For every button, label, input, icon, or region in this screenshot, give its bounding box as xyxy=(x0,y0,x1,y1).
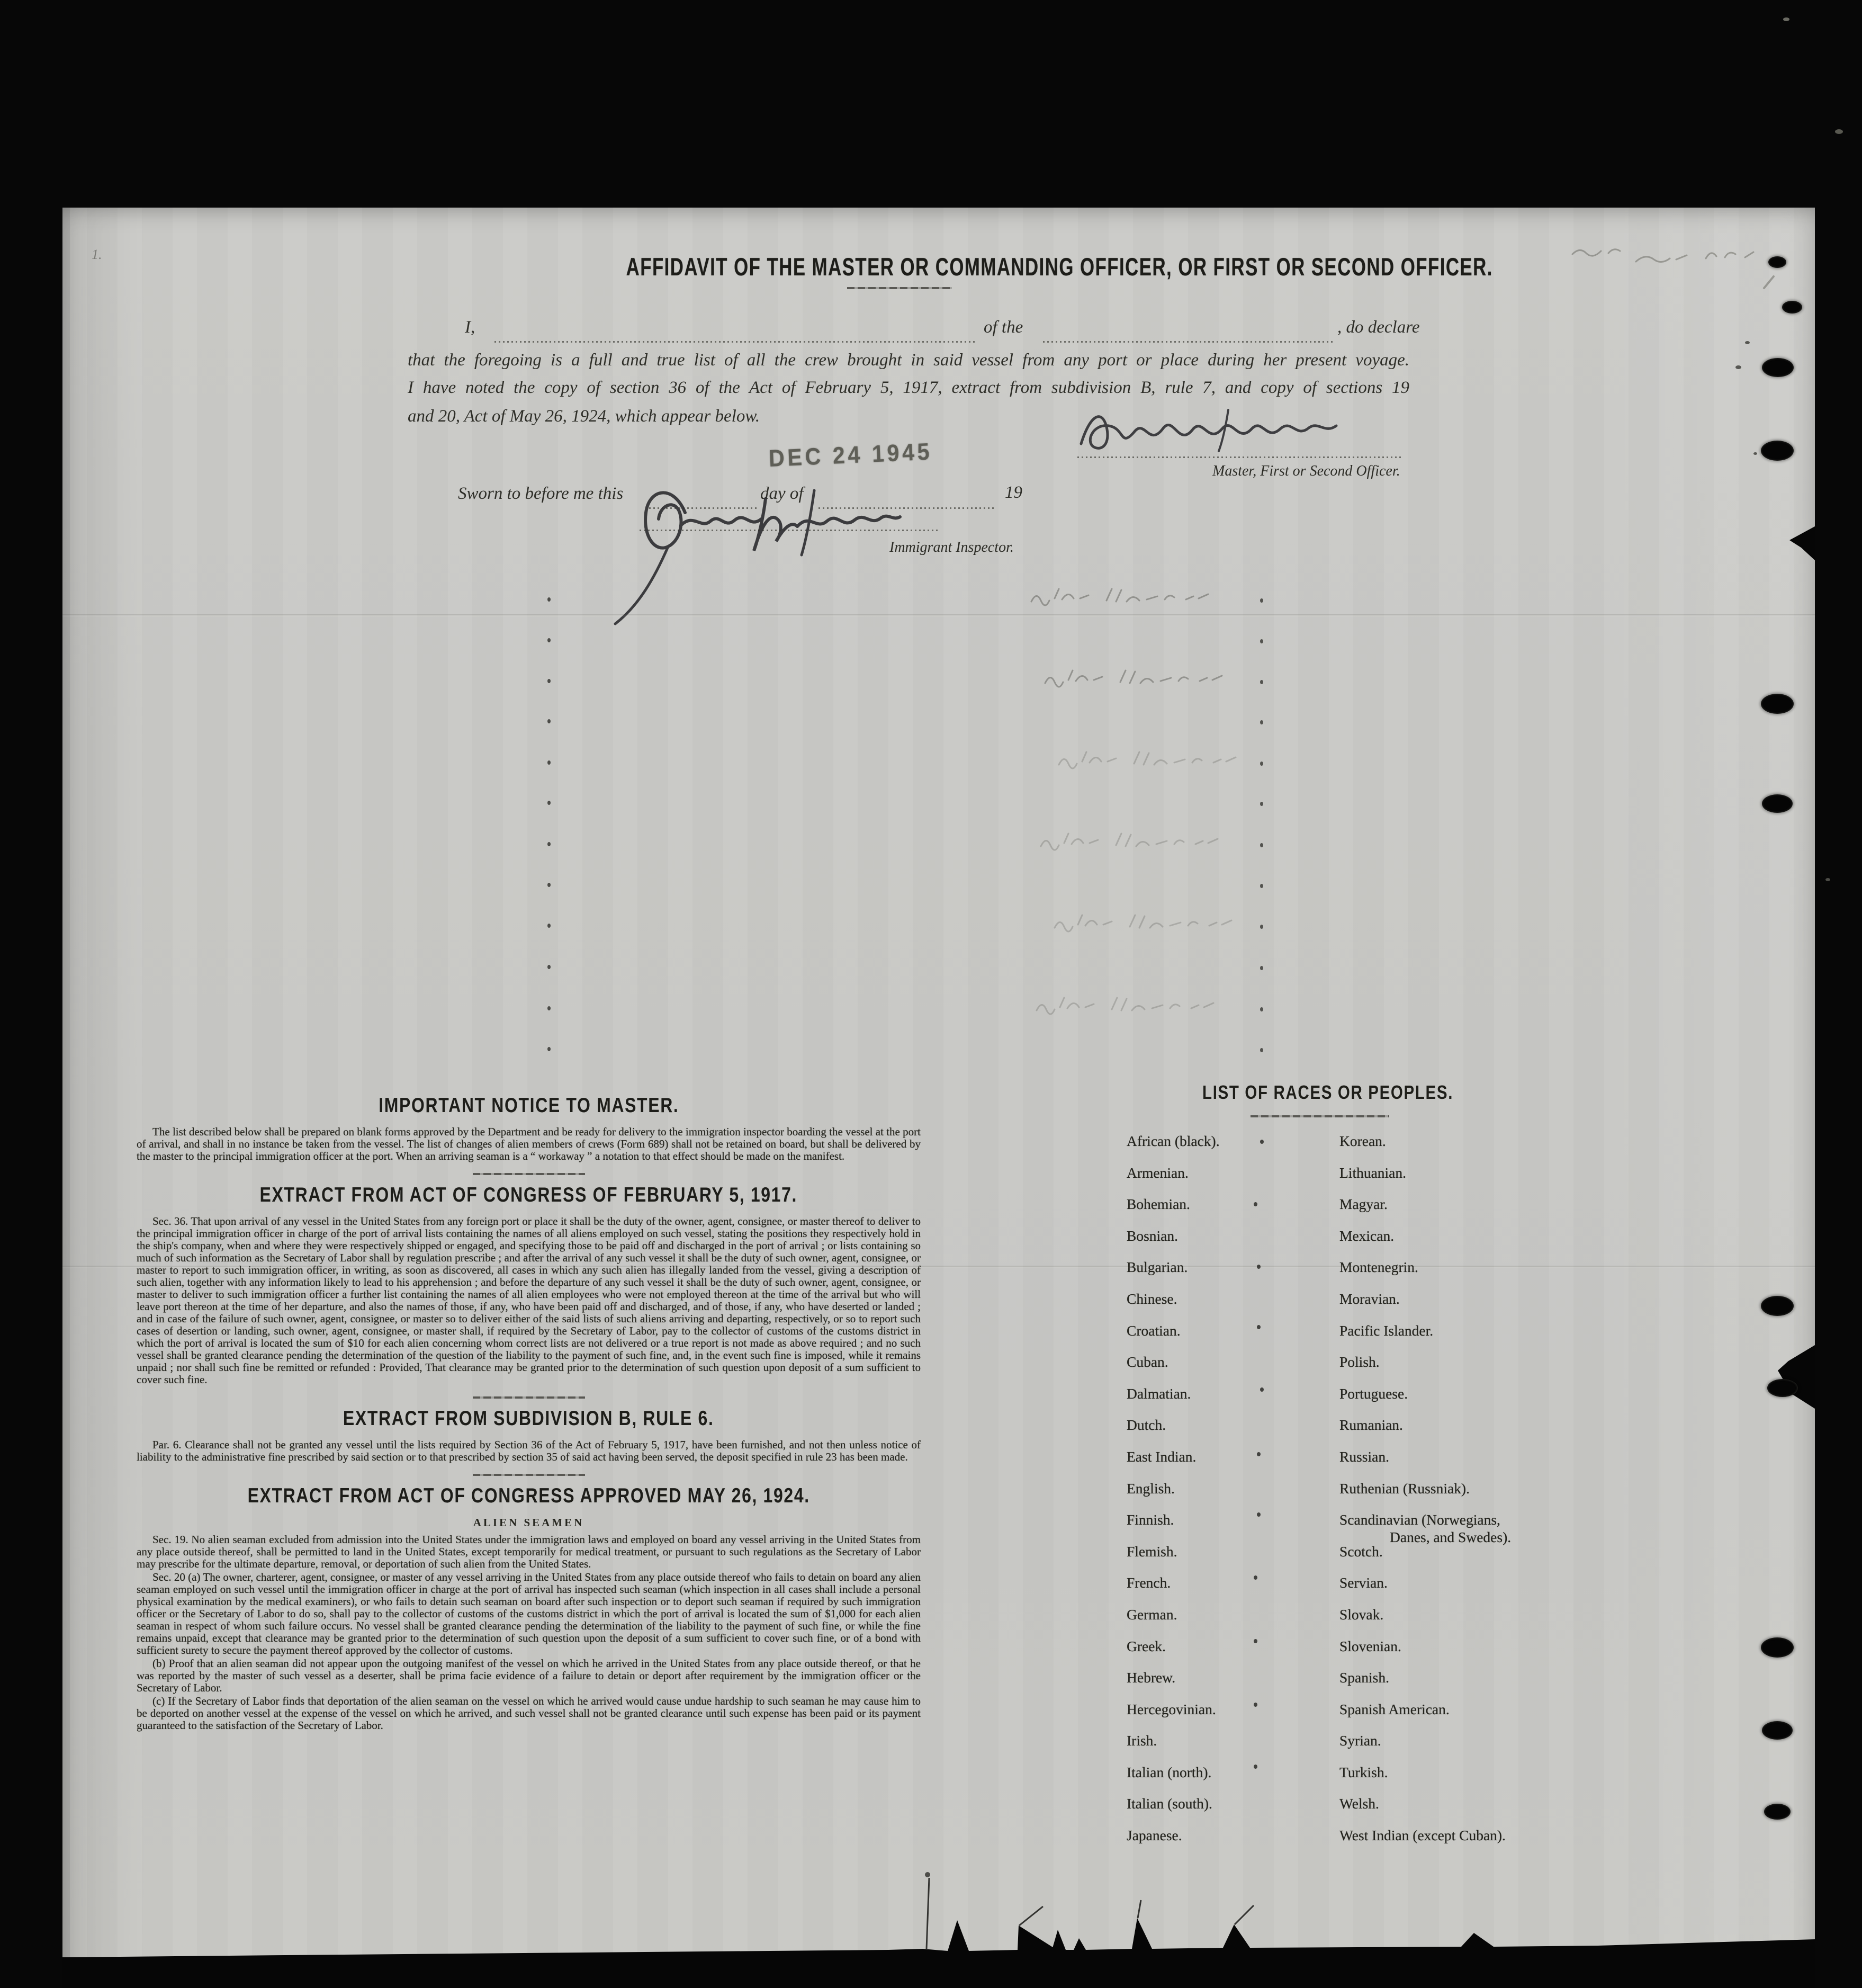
legal-paragraph: Sec. 20 (a) The owner, charterer, agent, consignee, or master of any vessel arriving in the United States from any place outside thereof who fails to detain on board any alien seaman employed on such vessel until the immigration officer in charge at the port of arrival has inspected such seaman (which inspection in all cases shall include a personal physical examination by the medical examiners), or who fails to detain such seaman on board after such inspection or to deport such seaman if required by such immigration officer or the Secretary of Labor to do so, shall pay to the collector of customs of the customs district in which the port of arrival is located the sum of $1,000 for each alien seaman in respect of whom such failure occurs. No vessel shall be granted clearance pending the determination of the liability to the payment of such fine, or while the fine remains unpaid, except that clearance may be granted prior to the determination of such question upon the deposit of a sum sufficient to cover such fine, or of a bond with sufficient surety to secure the payment thereof approved by the collector of customs. xyxy=(137,1571,921,1656)
punch-hole xyxy=(1761,1296,1794,1316)
race-item-right: Scandinavian (Norwegians, Danes, and Swedes). xyxy=(1339,1511,1661,1543)
race-item-left: Bosnian. xyxy=(1127,1227,1179,1244)
ghost-dot xyxy=(1257,1452,1261,1456)
race-item-right-wrap: Danes, and Swedes). xyxy=(1390,1529,1512,1546)
affidavit-line3: I have noted the copy of section 36 of the Act of February 5, 1917, extract from subdivision B, rule 7, and copy of sections 19 xyxy=(408,378,1409,397)
ghost-dot xyxy=(547,1047,551,1051)
ghost-dot xyxy=(1260,843,1263,847)
section-subheading: ALIEN SEAMEN xyxy=(473,1516,584,1529)
race-item-left: Dutch. xyxy=(1127,1417,1166,1434)
section-heading: IMPORTANT NOTICE TO MASTER. xyxy=(378,1094,679,1117)
scanned-form-page xyxy=(62,208,1815,1988)
race-item-left: Flemish. xyxy=(1127,1543,1177,1560)
race-item-right: Slovenian. xyxy=(1339,1637,1401,1654)
section-heading: EXTRACT FROM ACT OF CONGRESS OF FEBRUARY 5, 1917. xyxy=(259,1184,798,1206)
scan-speck xyxy=(1783,17,1789,21)
race-item-right: Portuguese. xyxy=(1339,1385,1408,1402)
ghost-writing xyxy=(1050,912,1241,936)
legal-extracts-column xyxy=(137,1091,921,1733)
ghost-dot xyxy=(1254,1639,1257,1643)
race-item-left: Croatian. xyxy=(1127,1322,1181,1339)
ghost-writing xyxy=(1027,586,1218,610)
punch-hole xyxy=(1768,256,1786,268)
affidavit-of-the: of the xyxy=(984,318,1023,337)
ghost-dot xyxy=(547,883,551,887)
section-divider xyxy=(473,1396,585,1399)
ghost-dot xyxy=(1254,1575,1257,1580)
ghost-dot xyxy=(1260,639,1263,643)
race-item-right: Rumanian. xyxy=(1339,1417,1403,1434)
ghost-dot xyxy=(547,679,551,683)
ghost-dot xyxy=(1260,802,1263,806)
legal-paragraph: Sec. 36. That upon arrival of any vessel in the United States from any foreign port or place it shall be the duty of the owner, agent, consignee, or master thereof to deliver to the principal immigration officer in charge of the port of arrival lists containing the names of all aliens employed on such vessel, stating the positions they respectively hold in the ship's company, when and where they were respectively shipped or engaged, and specifying those to be paid off and discharged in the port of arrival ; or lists containing so much of such information as the Secretary of Labor shall by regulation prescribe ; and after the arrival of any such vessel it shall be the duty of such owner, agent, consignee, or master to report to such immigration officer, in writing, as soon as discovered, all cases in which any such alien has illegally landed from the vessel, giving a description of such alien, together with any information likely to lead to his apprehension ; and before the departure of any such vessel it shall be the duty of such owner, agent, consignee, or master to deliver to such immigration officer a further list containing the names of all alien employees who were not employed thereon at the time of the arrival but who will leave port thereon at the time of her departure, and also the names of those, if any, who have been paid off and discharged, and of those, if any, who have deserted or landed ; and in case of the failure of such owner, agent, consignee, or master so to deliver either of the said lists of such aliens arriving and departing, respectively, or so to report such cases of desertion or landing, such owner, agent, consignee, or master shall, if required by the Secretary of Labor, pay to the collector of customs of the customs district in which the port of arrival is located the sum of $10 for each alien concerning whom correct lists are not delivered or a true report is not made as above required ; and no such vessel shall be granted clearance pending the determination of the question of the liability to the payment of such fine, and, in the event such fine is imposed, while it remains unpaid ; nor shall such fine be remitted or refunded : Provided, That clearance may be granted prior to the determination of such question upon deposit of a sum sufficient to cover such fine. xyxy=(137,1215,921,1386)
race-item-left: English. xyxy=(1127,1480,1175,1497)
race-item-left: Italian (south). xyxy=(1127,1795,1212,1812)
race-item-right: West Indian (except Cuban). xyxy=(1339,1827,1506,1844)
edge-notch xyxy=(1783,526,1815,560)
race-item-left: Chinese. xyxy=(1127,1290,1177,1307)
race-item-right: Spanish. xyxy=(1339,1669,1389,1686)
race-item-right: Slovak. xyxy=(1339,1606,1384,1623)
master-signature xyxy=(1069,402,1408,455)
ghost-dot xyxy=(1257,1325,1261,1329)
paper-crease xyxy=(62,614,1815,615)
vessel-blank-line xyxy=(1043,341,1333,343)
legal-paragraph: (b) Proof that an alien seaman did not appear upon the outgoing manifest of the vessel on which he arrived in the United States from any place outside thereof, or that he was reported by the master of such vessel as a deserter, shall be prima facie evidence of a failure to detain or deport after requirement by the immigration officer or the Secretary of Labor. xyxy=(137,1657,921,1694)
section-heading: EXTRACT FROM SUBDIVISION B, RULE 6. xyxy=(343,1407,714,1430)
ghost-writing xyxy=(1037,830,1227,855)
form-title xyxy=(474,252,1493,281)
races-list xyxy=(1127,1081,1661,1858)
affidavit-do-declare: , do declare xyxy=(1337,318,1420,337)
race-item-left: Dalmatian. xyxy=(1127,1385,1191,1402)
affidavit-line4: and 20, Act of May 26, 1924, which appear below. xyxy=(408,407,760,426)
punch-hole xyxy=(1762,794,1793,813)
legal-paragraph: Sec. 19. No alien seaman excluded from admission into the United States under the immigration laws and employed on board any vessel arriving in the United States from any place outside thereof, shall be permitted to land in the United States, except temporarily for medical treatment, or pursuant to such regulations as the Secretary of Labor may prescribe for the ultimate departure, removal, or deportation of such alien from the United States. xyxy=(137,1533,921,1570)
scan-speck xyxy=(1745,341,1750,344)
ghost-dot xyxy=(1260,762,1263,766)
race-item-right: Pacific Islander. xyxy=(1339,1322,1434,1339)
race-item-left: Greek. xyxy=(1127,1637,1166,1654)
form-title-text: AFFIDAVIT OF THE MASTER OR COMMANDING OFFICER, OR FIRST OR SECOND OFFICER. xyxy=(626,253,1493,281)
master-signature-label: Master, First or Second Officer. xyxy=(1212,463,1400,479)
races-heading xyxy=(1127,1081,1529,1104)
ghost-dot xyxy=(1257,1512,1261,1517)
ghost-writing xyxy=(1055,749,1245,773)
ghost-dot xyxy=(1260,1140,1264,1144)
race-item-right: Magyar. xyxy=(1339,1196,1388,1213)
inspector-signature-line xyxy=(640,530,939,531)
race-item-right: Montenegrin. xyxy=(1339,1259,1418,1276)
race-item-left: East Indian. xyxy=(1127,1448,1197,1465)
race-item-left: Bohemian. xyxy=(1127,1196,1190,1213)
sworn-prefix: Sworn to before me this xyxy=(458,484,624,503)
ghost-dot xyxy=(1260,680,1263,684)
ghost-dot xyxy=(1260,1007,1263,1011)
race-item-left: Bulgarian. xyxy=(1127,1259,1188,1276)
legal-paragraph: (c) If the Secretary of Labor finds that deportation of the alien seaman on the vessel on which he arrived would cause undue hardship to such seaman he may cause him to be deported on another vessel at the expense of the vessel on which he arrived, and such vessel shall not be granted clearance until such expense has been paid or its payment guaranteed to the satisfaction of the Secretary of Labor. xyxy=(137,1695,921,1732)
ghost-dot xyxy=(547,719,551,723)
race-item-right: Syrian. xyxy=(1339,1732,1381,1749)
ghost-dot xyxy=(547,597,551,602)
legal-paragraph: The list described below shall be prepared on blank forms approved by the Department and be ready for delivery to the immigration inspector boarding the vessel at the port of arrival, and shall in no instance be taken from the vessel. The list of changes of alien members of crews (Form 689) shall not be retained on board, but shall be delivered by the master to the principal immigration officer at the port. When an arriving seaman is a “ workaway ” a notation to that effect should be made on the manifest. xyxy=(137,1125,921,1162)
title-rule xyxy=(847,287,952,289)
ghost-dot xyxy=(1260,925,1263,929)
pencil-scribble xyxy=(1567,237,1789,295)
ghost-dot xyxy=(1260,884,1263,888)
races-heading-text: LIST OF RACES OR PEOPLES. xyxy=(1202,1081,1454,1103)
ghost-dot xyxy=(1254,1202,1257,1206)
scan-speck xyxy=(1735,365,1741,369)
race-item-left: Irish. xyxy=(1127,1732,1157,1749)
ghost-dot xyxy=(547,760,551,765)
ghost-dot xyxy=(547,842,551,846)
scan-speck xyxy=(1753,452,1757,455)
punch-hole xyxy=(1767,1379,1798,1397)
ghost-dot xyxy=(547,801,551,805)
scan-speck xyxy=(1825,878,1830,881)
ghost-dot xyxy=(547,965,551,969)
races-rows xyxy=(1127,1132,1661,1858)
punch-hole xyxy=(1762,358,1794,377)
race-item-left: Italian (north). xyxy=(1127,1763,1212,1780)
punch-hole xyxy=(1761,441,1794,461)
race-item-left: Armenian. xyxy=(1127,1164,1189,1181)
race-item-right: Russian. xyxy=(1339,1448,1389,1465)
sworn-day-of: day of xyxy=(760,484,804,503)
race-item-right: Moravian. xyxy=(1339,1290,1400,1307)
affidavit-opening: I, xyxy=(465,318,475,337)
race-item-right: Servian. xyxy=(1339,1574,1388,1591)
race-item-left: German. xyxy=(1127,1606,1177,1623)
race-item-right: Lithuanian. xyxy=(1339,1164,1407,1181)
inspector-signature-label: Immigrant Inspector. xyxy=(889,539,1014,556)
race-item-left: French. xyxy=(1127,1574,1171,1591)
ghost-dot xyxy=(1254,1765,1257,1769)
race-item-right: Spanish American. xyxy=(1339,1700,1450,1717)
ghost-dot xyxy=(1260,1387,1264,1392)
race-item-left: Japanese. xyxy=(1127,1827,1182,1844)
race-item-left: Hebrew. xyxy=(1127,1669,1176,1686)
ghost-dot xyxy=(547,924,551,928)
torn-bottom-edge xyxy=(62,1850,1815,1988)
race-item-right: Scotch. xyxy=(1339,1543,1383,1560)
ghost-dot xyxy=(547,1006,551,1010)
edge-notch xyxy=(1770,1345,1815,1409)
date-received-stamp: DEC 24 1945 xyxy=(768,437,933,472)
ghost-dot xyxy=(1260,720,1263,724)
race-item-right: Polish. xyxy=(1339,1354,1380,1371)
race-item-right: Welsh. xyxy=(1339,1795,1379,1812)
punch-hole xyxy=(1762,1721,1793,1740)
races-heading-rule xyxy=(1251,1115,1389,1117)
punch-hole xyxy=(1782,301,1802,314)
punch-hole xyxy=(1764,1804,1791,1820)
section-divider xyxy=(473,1474,585,1476)
punch-hole xyxy=(1761,694,1794,714)
race-item-right: Turkish. xyxy=(1339,1763,1388,1780)
ghost-dot xyxy=(1257,1265,1261,1269)
page-corner-mark: 1. xyxy=(92,247,102,262)
race-item-left: African (black). xyxy=(1127,1133,1220,1149)
legal-paragraph: Par. 6. Clearance shall not be granted any vessel until the lists required by Section 36 of the Act of February 5, 1917, have been furnished, and not then unless notice of liability to the administrative fine prescribed by said section or to that prescribed by section 35 of said act having been served, the deposit specified in rule 23 has been made. xyxy=(137,1438,921,1463)
ghost-dot xyxy=(1260,1048,1263,1052)
punch-hole xyxy=(1761,1637,1794,1658)
ghost-writing xyxy=(1041,667,1231,692)
section-heading: EXTRACT FROM ACT OF CONGRESS APPROVED MAY 26, 1924. xyxy=(247,1484,810,1507)
race-item-right: Ruthenian (Russniak). xyxy=(1339,1480,1470,1497)
sworn-year: 19 xyxy=(1005,483,1022,502)
ghost-dot xyxy=(1254,1703,1257,1707)
ghost-writing xyxy=(1032,995,1223,1019)
race-item-right: Mexican. xyxy=(1339,1227,1395,1244)
ghost-dot xyxy=(547,638,551,642)
race-item-right: Korean. xyxy=(1339,1133,1386,1149)
race-item-left: Finnish. xyxy=(1127,1511,1174,1528)
affidavit-line2: that the foregoing is a full and true list of all the crew brought in said vessel from any port or place during her present voyage. xyxy=(408,351,1409,370)
scan-speck xyxy=(1835,129,1843,134)
ghost-dot xyxy=(1260,598,1263,603)
name-blank-line xyxy=(494,341,977,343)
race-item-left: Hercegovinian. xyxy=(1127,1700,1216,1717)
paper-crease xyxy=(62,1266,1815,1267)
race-item-left: Cuban. xyxy=(1127,1354,1168,1371)
section-divider xyxy=(473,1173,585,1175)
ghost-dot xyxy=(1260,966,1263,970)
master-signature-line xyxy=(1077,456,1401,458)
